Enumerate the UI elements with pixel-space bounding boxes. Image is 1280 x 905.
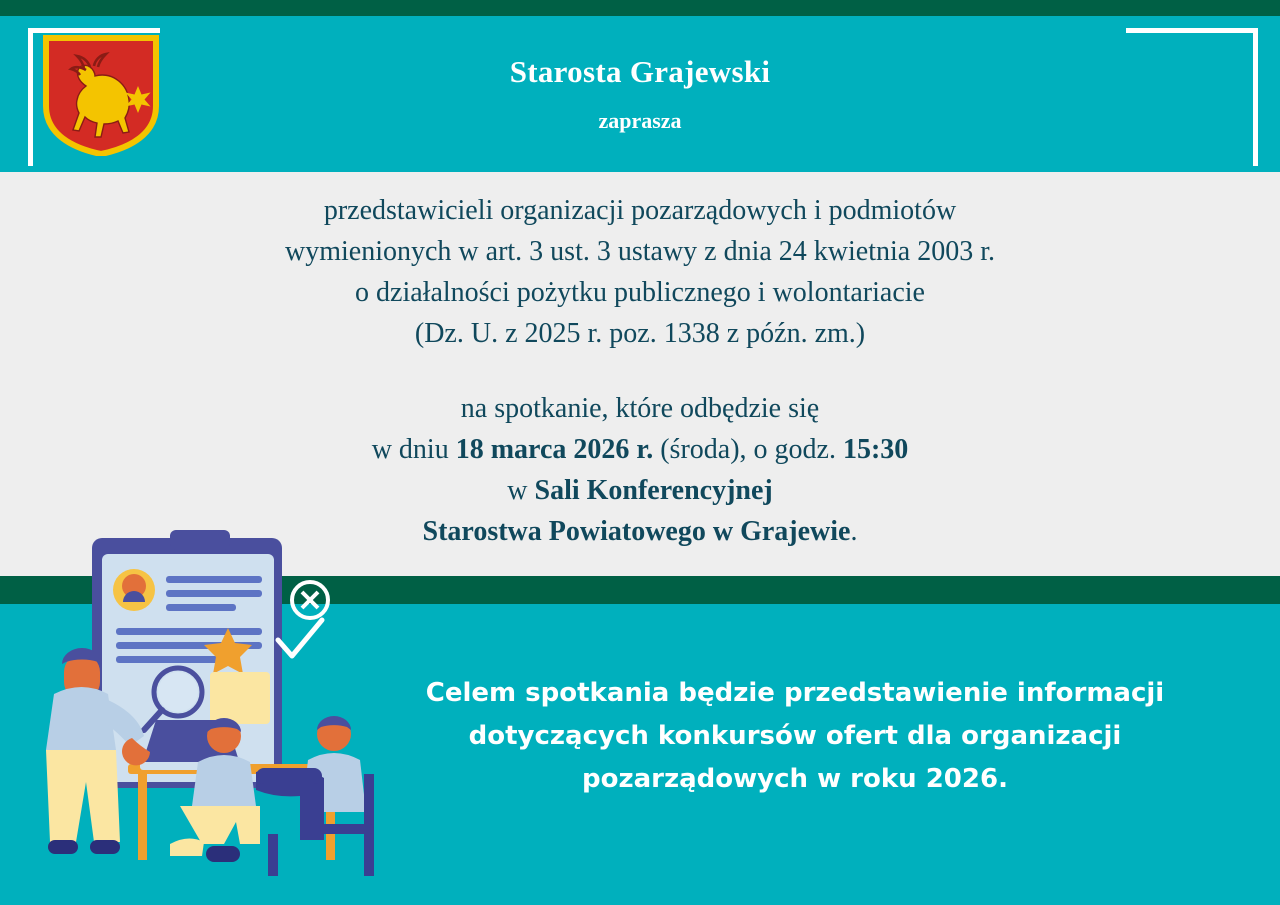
meeting-date: 18 marca 2026 r. (455, 434, 654, 465)
invitation-line-2: wymienionych w art. 3 ust. 3 ustawy z dnia 24 kwietnia 2003 r. (285, 236, 995, 267)
page-title: Starosta Grajewski (509, 54, 771, 89)
footer-line-2: dotyczących konkursów ofert dla organizacji (468, 721, 1122, 751)
meeting-place-prefix: w (507, 475, 535, 506)
page-subtitle: zaprasza (598, 108, 682, 133)
meeting-time: 15:30 (842, 434, 909, 465)
meeting-date-middle: (środa), o godz. (653, 434, 843, 465)
invitation-line-1: przedstawicieli organizacji pozarządowych i podmiotów (323, 195, 957, 226)
meeting-date-prefix: w dniu (371, 434, 456, 465)
invitation-paragraph (0, 190, 1280, 354)
meeting-office: Starostwa Powiatowego w Grajewie (422, 516, 851, 547)
top-accent-bar (0, 0, 1280, 16)
people-with-checklist-board-illustration (20, 524, 420, 884)
footer-line-3: pozarządowych w roku 2026. (582, 764, 1008, 794)
meeting-line-end: . (850, 516, 858, 547)
header-titles (0, 16, 1280, 172)
footer-line-1: Celem spotkania będzie przedstawienie informacji (425, 678, 1165, 708)
body-text (0, 172, 1280, 576)
invitation-line-4: (Dz. U. z 2025 r. poz. 1338 z późn. zm.) (414, 318, 866, 349)
meeting-line-1: na spotkanie, które odbędzie się (460, 393, 820, 424)
invitation-line-3: o działalności pożytku publicznego i wolontariacie (355, 277, 925, 308)
meeting-room: Sali Konferencyjnej (534, 475, 773, 506)
footer-text (380, 672, 1210, 801)
